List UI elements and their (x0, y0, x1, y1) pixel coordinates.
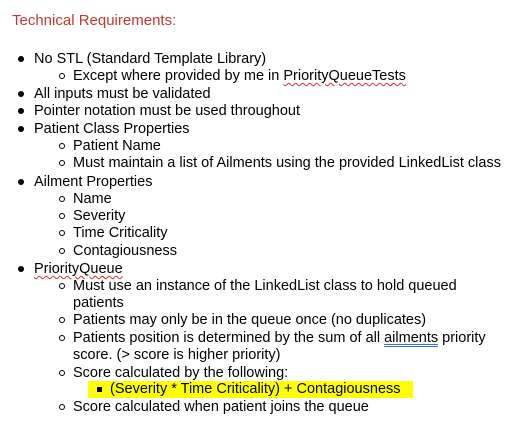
bullet-circle (55, 330, 69, 347)
bullet-circle (55, 138, 69, 155)
list-item-patient-position (73, 330, 486, 347)
list-item-linkedlist-instance-continuation: patients (73, 295, 124, 311)
spell-flagged-word: PriorityQueueTests (283, 68, 406, 84)
bullet-circle (55, 155, 69, 172)
list-item-ailment-properties: Ailment Properties (34, 174, 153, 190)
list-item-severity: Severity (73, 208, 126, 224)
item-text: Patients position is determined by the sum of all (73, 330, 385, 346)
grammar-flagged-word: ailments (384, 330, 439, 346)
list-item-stl-exception (73, 68, 406, 85)
list-item-score-calculated: Score calculated by the following: (73, 365, 289, 381)
bullet-dot (14, 86, 28, 103)
bullet-circle (55, 225, 69, 242)
bullet-circle (55, 278, 69, 295)
list-item-contagiousness: Contagiousness (73, 243, 177, 259)
list-item-patient-class: Patient Class Properties (34, 121, 190, 137)
list-item-inputs-validated: All inputs must be validated (34, 86, 211, 102)
bullet-dot (14, 174, 28, 191)
bullet-circle (55, 68, 69, 85)
list-item-priority-queue (34, 261, 123, 278)
bullet-circle (55, 365, 69, 382)
bullet-dot (14, 103, 28, 120)
bullet-dot (14, 51, 28, 68)
list-item-no-duplicates: Patients may only be in the queue once (no duplicates) (73, 312, 427, 328)
bullet-circle (55, 243, 69, 260)
list-item-name: Name (73, 191, 112, 207)
spell-flagged-word: PriorityQueue (34, 261, 123, 277)
list-item-time-criticality: Time Criticality (73, 225, 168, 241)
list-item-score-formula: (Severity * Time Criticality) + Contagiousness (110, 381, 401, 397)
bullet-square (92, 381, 106, 398)
list-item-patient-name: Patient Name (73, 138, 161, 154)
bullet-dot (14, 121, 28, 138)
list-item-score-on-join: Score calculated when patient joins the queue (73, 399, 369, 415)
list-item-pointer-notation: Pointer notation must be used throughout (34, 103, 301, 119)
bullet-circle (55, 191, 69, 208)
document-title: Technical Requirements: (12, 12, 177, 29)
list-item-linkedlist-instance: Must use an instance of the LinkedList class to hold queued (73, 278, 457, 294)
item-text: priority (438, 330, 486, 346)
list-item-patient-position-continuation: score. (> score is higher priority) (73, 347, 281, 363)
item-text: Except where provided by me in (73, 68, 284, 84)
bullet-dot (14, 261, 28, 278)
list-item-no-stl: No STL (Standard Template Library) (34, 51, 267, 67)
bullet-circle (55, 399, 69, 416)
bullet-circle (55, 208, 69, 225)
bullet-circle (55, 312, 69, 329)
list-item-ailments-list: Must maintain a list of Ailments using the provided LinkedList class (73, 155, 501, 171)
